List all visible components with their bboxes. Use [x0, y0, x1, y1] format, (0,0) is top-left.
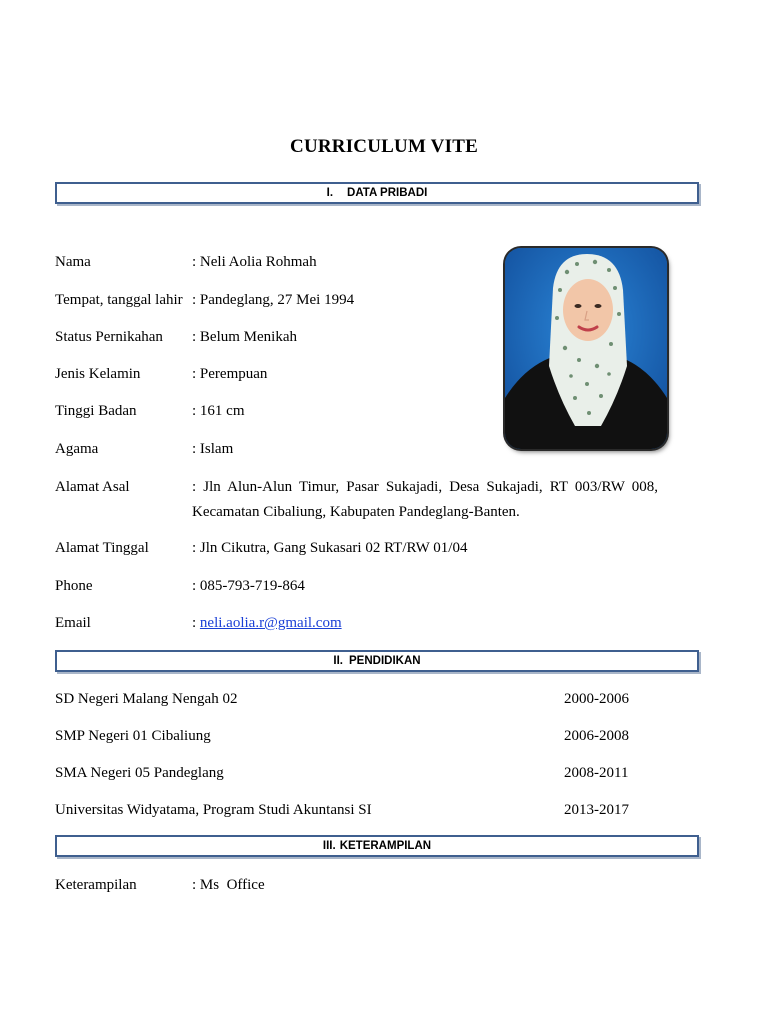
field-value: : Jln Cikutra, Gang Sukasari 02 RT/RW 01/04: [192, 540, 468, 556]
field-value: : Perempuan: [192, 366, 268, 382]
section-header-data-pribadi: [55, 182, 699, 204]
address-line-2: Kecamatan Cibaliung, Kabupaten Pandeglang-Banten.: [192, 504, 520, 520]
field-label: Phone: [55, 578, 93, 594]
education-years: 2013-2017: [564, 802, 629, 818]
field-label: Status Pernikahan: [55, 329, 163, 345]
section-label: PENDIDIKAN: [349, 655, 421, 667]
section-label: KETERAMPILAN: [339, 840, 432, 852]
field-label: Alamat Asal: [55, 479, 130, 495]
field-value: : 161 cm: [192, 403, 245, 419]
document-title: CURRICULUM VITE: [290, 136, 478, 157]
field-label: Alamat Tinggal: [55, 540, 149, 556]
field-label: Nama: [55, 254, 91, 270]
section-label: DATA PRIBADI: [347, 187, 428, 199]
education-school: SD Negeri Malang Nengah 02: [55, 691, 238, 707]
education-years: 2000-2006: [564, 691, 629, 707]
email-prefix: :: [192, 615, 200, 631]
field-label: Tempat, tanggal lahir: [55, 292, 183, 308]
field-value: : 085-793-719-864: [192, 578, 305, 594]
field-value: : Ms Office: [192, 877, 265, 893]
section-number: I.: [326, 187, 334, 199]
education-years: 2008-2011: [564, 765, 629, 781]
section-number: III.: [322, 840, 336, 852]
field-value: : Neli Aolia Rohmah: [192, 254, 317, 270]
field-label: Keterampilan: [55, 877, 137, 893]
education-years: 2006-2008: [564, 728, 629, 744]
field-label: Tinggi Badan: [55, 403, 137, 419]
section-header-keterampilan: [55, 835, 699, 857]
field-value: [192, 614, 342, 633]
field-label: Email: [55, 615, 91, 631]
education-school: SMP Negeri 01 Cibaliung: [55, 728, 211, 744]
field-label: Jenis Kelamin: [55, 366, 141, 382]
education-school: Universitas Widyatama, Program Studi Akuntansi SI: [55, 802, 372, 818]
field-value: : Islam: [192, 441, 234, 457]
field-value: : Belum Menikah: [192, 329, 297, 345]
field-alamat-asal-value: [192, 475, 658, 525]
section-number: II.: [333, 655, 344, 667]
section-header-pendidikan: [55, 650, 699, 672]
email-link[interactable]: neli.aolia.r@gmail.com: [199, 615, 342, 631]
profile-photo: [505, 248, 667, 449]
education-school: SMA Negeri 05 Pandeglang: [55, 765, 224, 781]
field-label: Agama: [55, 441, 99, 457]
address-line-1: : Jln Alun-Alun Timur, Pasar Sukajadi, Desa Sukajadi, RT 003/RW 008,: [192, 479, 658, 495]
field-value: : Pandeglang, 27 Mei 1994: [192, 292, 355, 308]
